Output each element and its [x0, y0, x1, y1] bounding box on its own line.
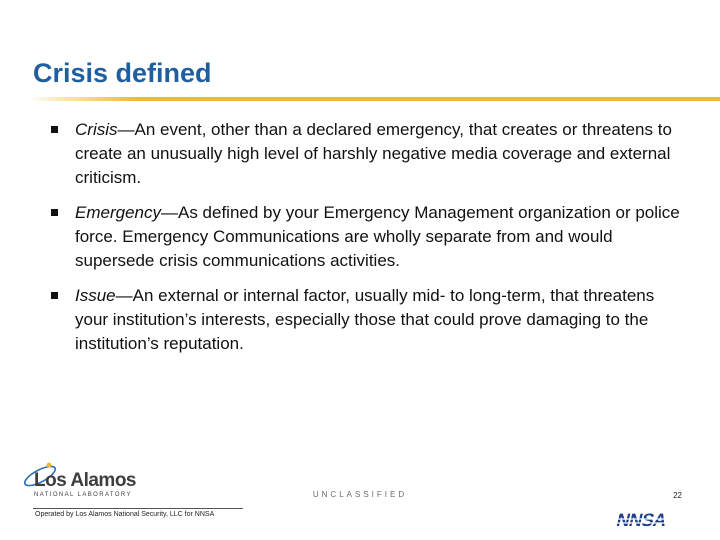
square-bullet-icon	[51, 209, 58, 216]
logo-subtitle: NATIONAL LABORATORY	[34, 492, 132, 498]
bullet-item-crisis	[46, 118, 686, 190]
nnsa-logo	[612, 508, 688, 530]
bullet-term: Emergency	[75, 203, 161, 222]
bullet-term: Issue	[75, 286, 116, 305]
bullet-term: Crisis	[75, 120, 118, 139]
bullet-text	[75, 284, 686, 356]
bullet-text	[75, 201, 686, 273]
page-number: 22	[673, 491, 682, 500]
bullet-item-emergency	[46, 201, 686, 273]
logo-wordmark: Los Alamos	[34, 470, 136, 491]
square-bullet-icon	[51, 292, 58, 299]
bullet-definition: —As defined by your Emergency Management organization or police force. Emergency Communications are wholly separate from and would supersede crisis communications activities.	[75, 203, 680, 270]
classification-label: UNCLASSIFIED	[312, 490, 408, 499]
operated-by-text: Operated by Los Alamos National Security, LLC for NNSA	[35, 511, 215, 518]
footer-divider	[33, 508, 243, 509]
title-underline	[28, 97, 720, 101]
bullet-definition: —An external or internal factor, usually mid- to long-term, that threatens your institution’s interests, especially those that could prove damaging to the institution’s reputation.	[75, 286, 655, 353]
bullet-list	[46, 118, 686, 367]
bullet-item-issue	[46, 284, 686, 356]
square-bullet-icon	[51, 126, 58, 133]
bullet-text	[75, 118, 686, 190]
slide-title: Crisis defined	[33, 58, 212, 88]
bullet-definition: —An event, other than a declared emergency, that creates or threatens to create an unusually high level of harshly negative media coverage and external criticism.	[75, 120, 672, 187]
svg-text:NNSA: NNSA	[614, 509, 669, 530]
